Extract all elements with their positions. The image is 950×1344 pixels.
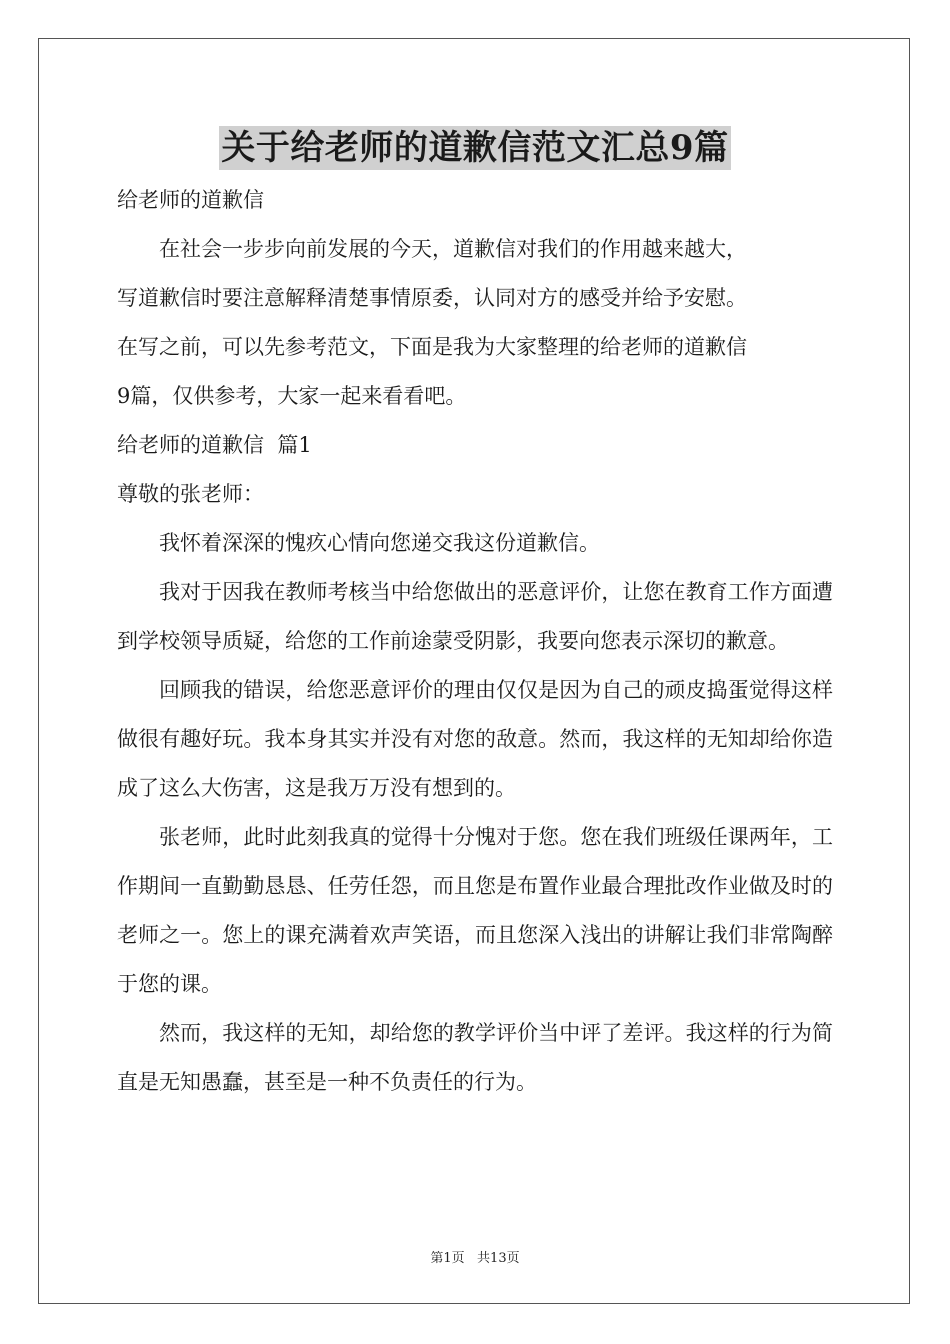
subtitle: 给老师的道歉信 [117, 188, 264, 212]
paragraph-3: 回顾我的错误，给您恶意评价的理由仅仅是因为自己的顽皮捣蛋觉得这样做很有趣好玩。我本身其实并没有对您的敌意。然而，我这样的无知却给你造成了这么大伤害，这是我万万没有想到的。 [117, 678, 833, 800]
paragraph-4: 张老师，此时此刻我真的觉得十分愧对于您。您在我们班级任课两年，工作期间一直勤勤恳恳、任劳任怨，而且您是布置作业最合理批改作业做及时的老师之一。您上的课充满着欢声笑语，而且您深入浅出的讲解让我们非常陶醉于您的课。 [117, 825, 833, 996]
page-footer: 第1页 共13页 [430, 1251, 520, 1266]
intro-line-2: 写道歉信时要注意解释清楚事情原委，认同对方的感受并给予安慰。 [117, 286, 747, 310]
intro-line-3: 在写之前，可以先参考范文，下面是我为大家整理的给老师的道歉信 [117, 335, 747, 359]
paragraph-2: 我对于因我在教师考核当中给您做出的恶意评价，让您在教育工作方面遭到学校领导质疑，给您的工作前途蒙受阴影，我要向您表示深切的歉意。 [117, 580, 833, 653]
title-container [0, 126, 950, 170]
intro-line-1: 在社会一步步向前发展的今天，道歉信对我们的作用越来越大， [159, 237, 747, 261]
paragraph-5: 然而，我这样的无知，却给您的教学评价当中评了差评。我这样的行为简直是无知愚蠢，甚至是一种不负责任的行为。 [117, 1021, 833, 1094]
document-title: 关于给老师的道歉信范文汇总9篇 [221, 128, 729, 168]
document-body [117, 176, 833, 1107]
paragraph-1: 我怀着深深的愧疚心情向您递交我这份道歉信。 [159, 531, 600, 555]
intro-line-4: 9篇，仅供参考，大家一起来看看吧。 [117, 384, 467, 408]
salutation: 尊敬的张老师： [117, 482, 264, 506]
section-heading: 给老师的道歉信 篇1 [117, 433, 312, 457]
